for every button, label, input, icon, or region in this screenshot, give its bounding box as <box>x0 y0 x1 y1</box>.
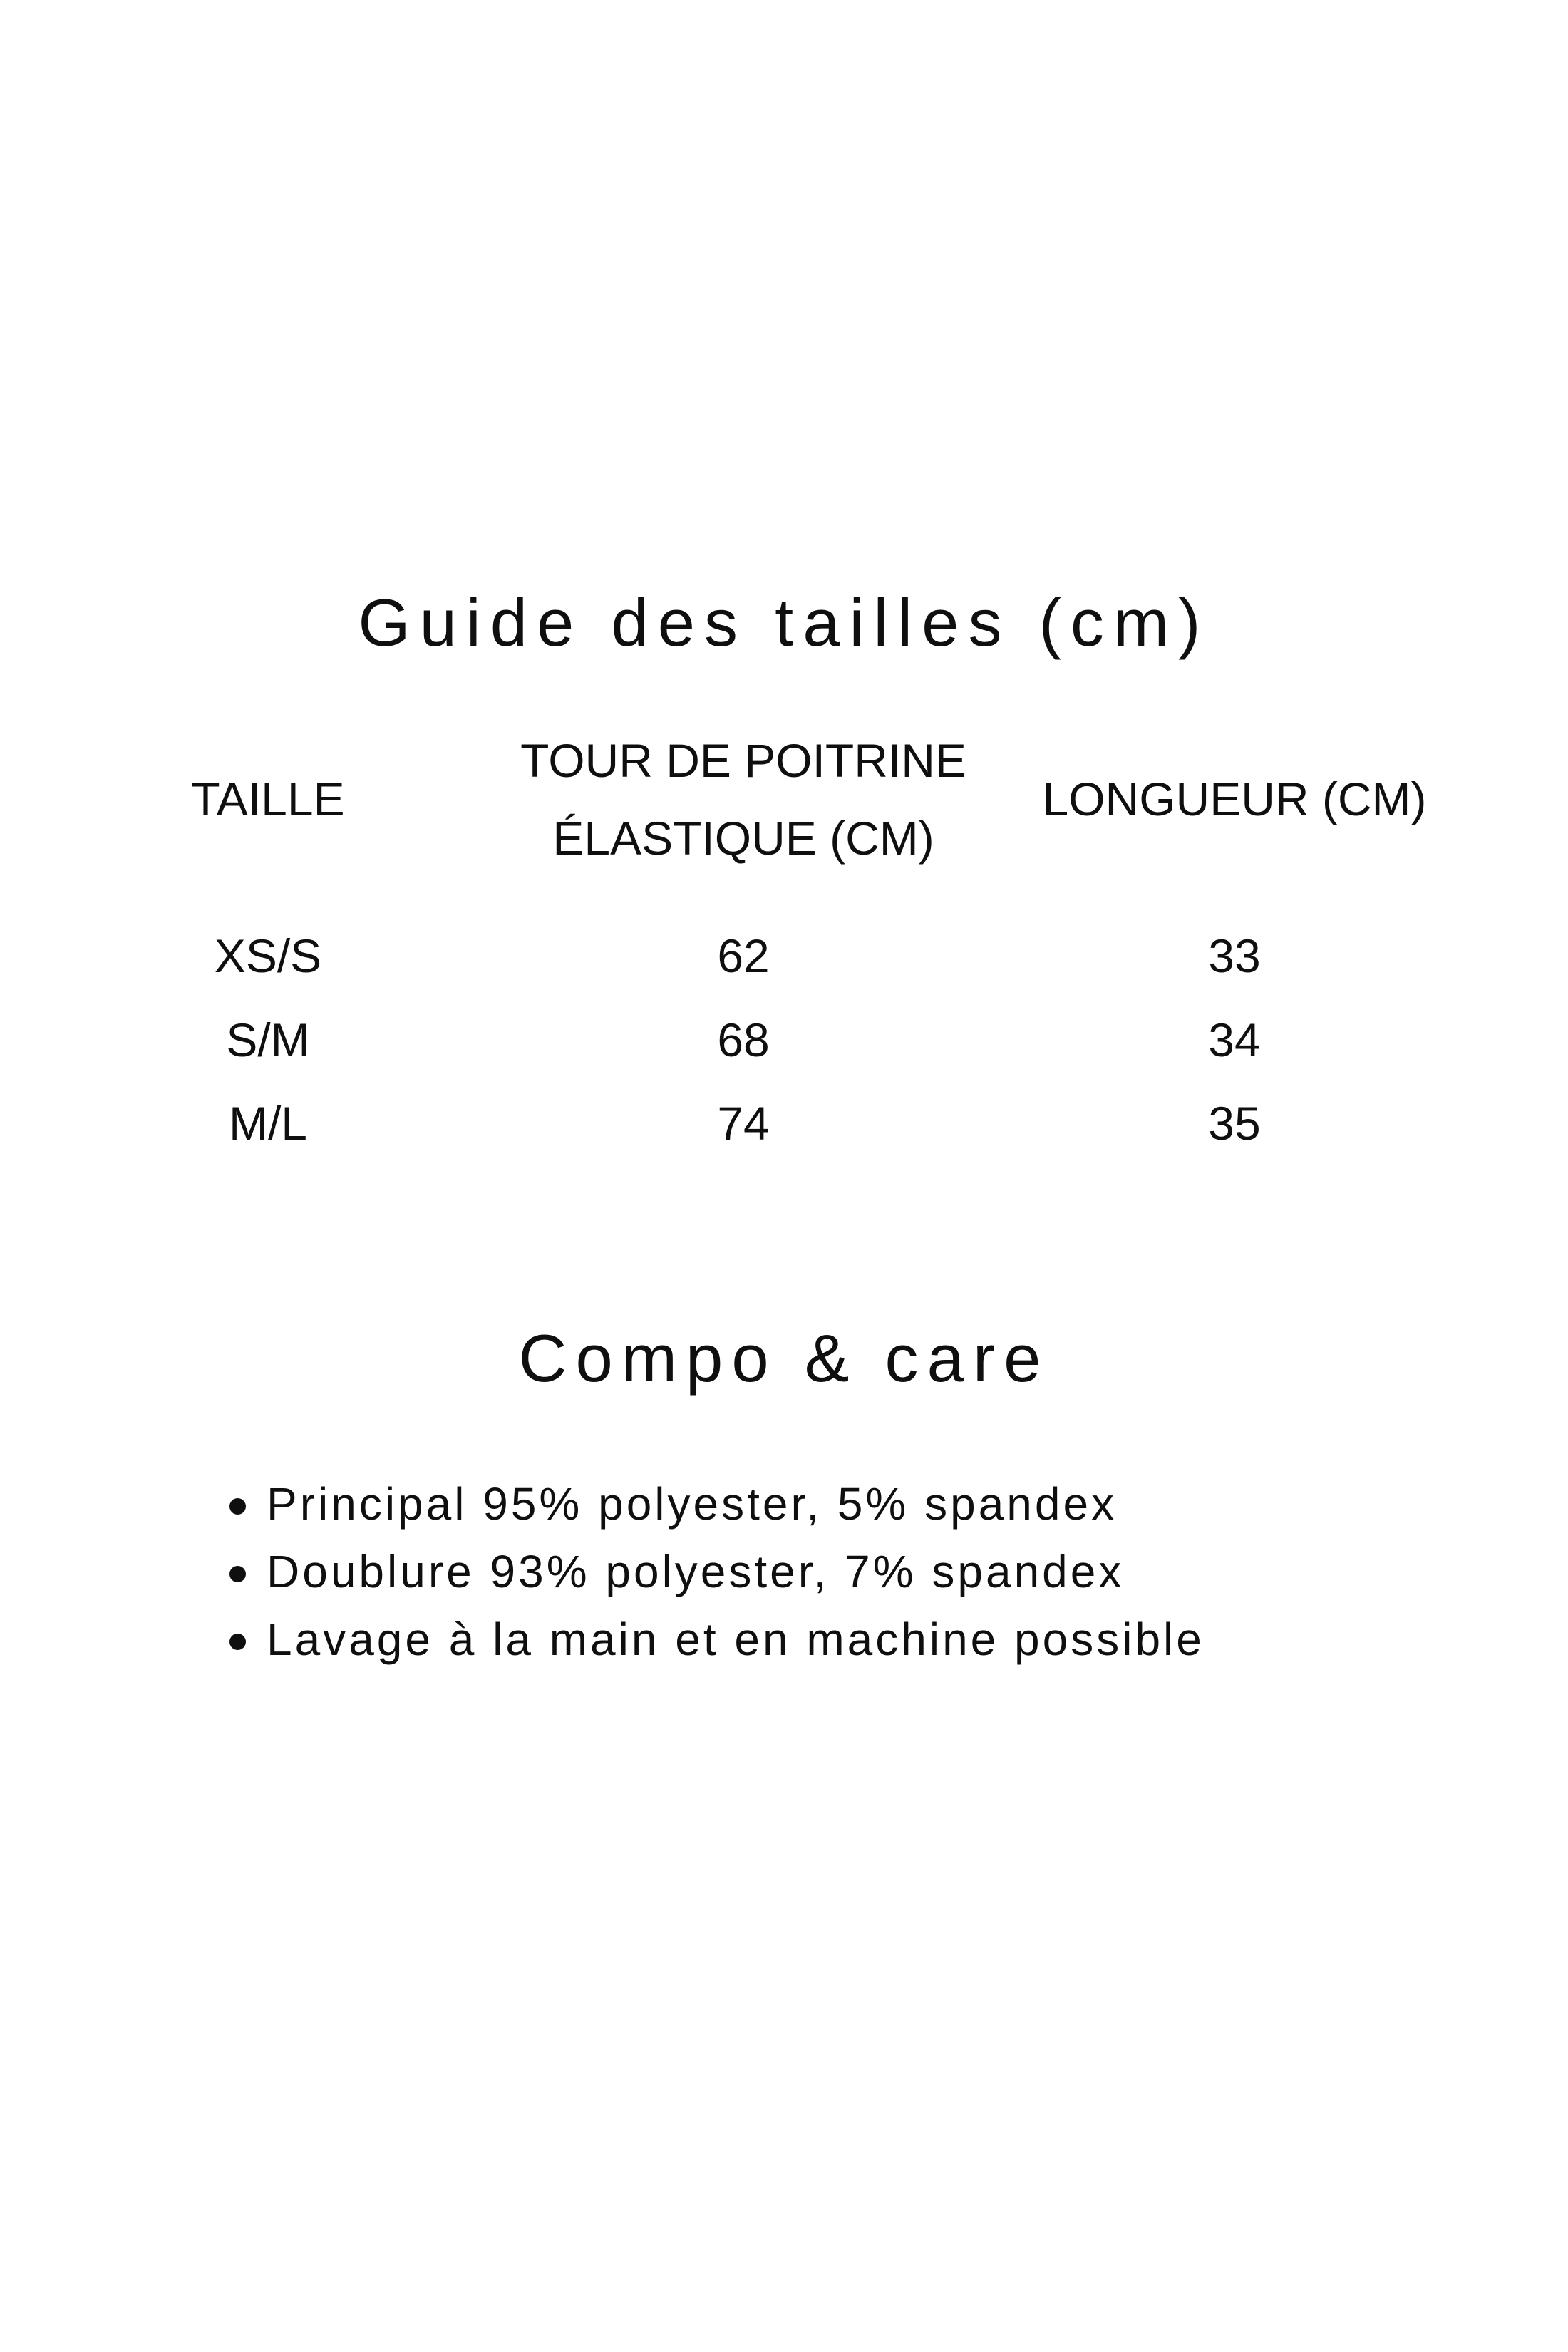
cell-longueur: 34 <box>1208 1013 1261 1066</box>
cell-tour-de-poitrine: 62 <box>717 929 770 982</box>
bullet-icon <box>229 1566 246 1582</box>
list-item-lavage <box>229 1606 1205 1673</box>
header-cell-taille <box>107 722 429 877</box>
size-table-header <box>107 722 1427 865</box>
list-item-text: Principal 95% polyester, 5% spandex <box>267 1478 1118 1530</box>
table-row-s-m <box>107 1001 1411 1073</box>
header-cell-longueur <box>1042 722 1427 877</box>
list-item-text: Doublure 93% polyester, 7% spandex <box>267 1546 1125 1597</box>
table-row-xs-s <box>107 917 1411 989</box>
cell-taille: M/L <box>228 1097 308 1150</box>
size-guide-title: Guide des tailles (cm) <box>358 585 1210 660</box>
header-cell-tour-de-poitrine <box>429 722 1058 877</box>
header-tour-de-poitrine-line2: ÉLASTIQUE (CM) <box>552 811 934 865</box>
cell-taille: S/M <box>226 1013 310 1066</box>
cell-taille: XS/S <box>214 929 322 982</box>
bullet-icon <box>229 1498 246 1515</box>
compo-care-title: Compo & care <box>518 1321 1050 1396</box>
table-row-m-l <box>107 1085 1411 1156</box>
cell-longueur: 35 <box>1208 1097 1261 1150</box>
header-tour-de-poitrine-line1: TOUR DE POITRINE <box>520 734 966 787</box>
header-taille-label: TAILLE <box>191 773 345 826</box>
cell-tour-de-poitrine: 74 <box>717 1097 770 1150</box>
list-item-composition-principal <box>229 1470 1205 1538</box>
bullet-icon <box>229 1634 246 1650</box>
cell-tour-de-poitrine: 68 <box>717 1013 770 1066</box>
header-longueur-label: LONGUEUR (CM) <box>1042 773 1427 826</box>
cell-longueur: 33 <box>1208 929 1261 982</box>
list-item-text: Lavage à la main et en machine possible <box>267 1614 1205 1665</box>
list-item-composition-doublure <box>229 1538 1205 1606</box>
compo-care-list <box>229 1470 1205 1673</box>
